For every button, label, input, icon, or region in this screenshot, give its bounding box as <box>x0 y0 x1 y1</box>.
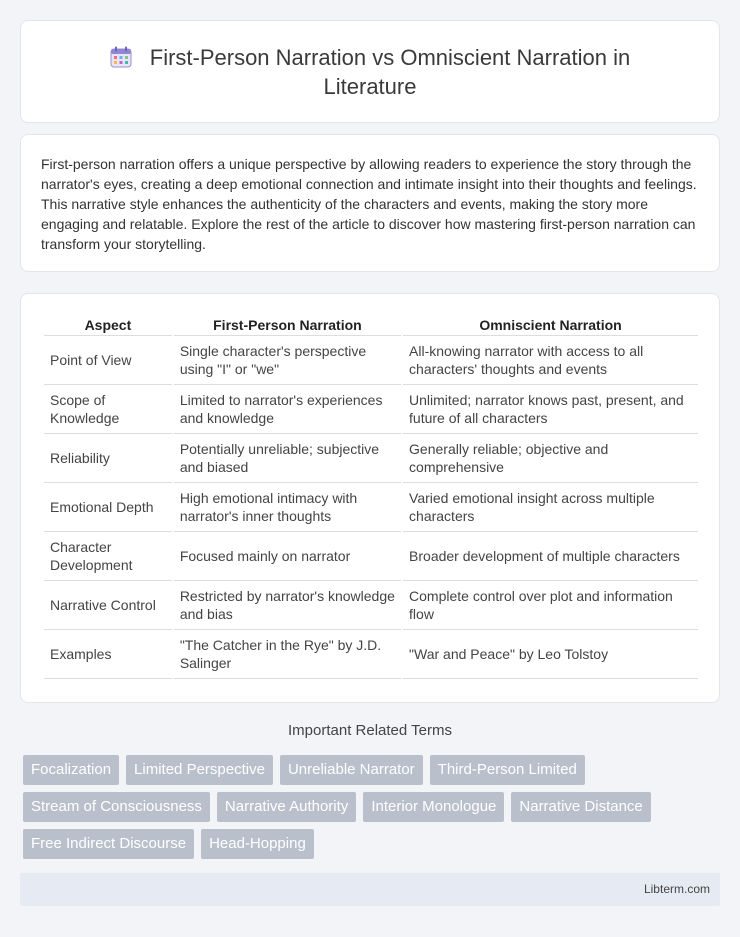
related-terms-heading: Important Related Terms <box>288 722 452 739</box>
calendar-grid-icon <box>110 46 132 68</box>
related-term-tag[interactable]: Interior Monologue <box>363 792 504 822</box>
table-row <box>44 532 698 581</box>
table-row <box>44 630 698 679</box>
related-term-tag[interactable]: Unreliable Narrator <box>280 755 423 785</box>
cell-omniscient: Generally reliable; objective and comprehensive <box>403 434 698 483</box>
title-card <box>20 20 720 123</box>
cell-first-person: Single character's perspective using "I" or "we" <box>174 336 401 385</box>
related-term-tag[interactable]: Third-Person Limited <box>430 755 585 785</box>
cell-aspect: Point of View <box>44 336 172 385</box>
cell-aspect: Narrative Control <box>44 581 172 630</box>
footer-site-link[interactable]: Libterm.com <box>643 882 710 896</box>
related-term-tag[interactable]: Narrative Distance <box>511 792 650 822</box>
related-term-tag[interactable]: Narrative Authority <box>217 792 356 822</box>
related-term-tag[interactable]: Head-Hopping <box>201 829 314 859</box>
comparison-table <box>42 314 700 679</box>
page-title <box>21 43 719 101</box>
cell-first-person: "The Catcher in the Rye" by J.D. Salinger <box>174 630 401 679</box>
cell-aspect: Character Development <box>44 532 172 581</box>
header-first-person: First-Person Narration <box>174 314 401 336</box>
table-row <box>44 581 698 630</box>
header-aspect: Aspect <box>44 314 172 336</box>
related-terms-list <box>23 755 723 859</box>
cell-first-person: Potentially unreliable; subjective and biased <box>174 434 401 483</box>
footer-bar <box>20 873 720 906</box>
table-header-row <box>44 314 698 336</box>
table-row <box>44 434 698 483</box>
comparison-card <box>20 293 720 703</box>
header-omniscient: Omniscient Narration <box>403 314 698 336</box>
related-term-tag[interactable]: Free Indirect Discourse <box>23 829 194 859</box>
cell-aspect: Emotional Depth <box>44 483 172 532</box>
table-row <box>44 385 698 434</box>
cell-omniscient: Unlimited; narrator knows past, present, and future of all characters <box>403 385 698 434</box>
related-term-tag[interactable]: Limited Perspective <box>126 755 273 785</box>
page-title-text: First-Person Narration vs Omniscient Narration in Literature <box>149 45 631 99</box>
cell-first-person: High emotional intimacy with narrator's inner thoughts <box>174 483 401 532</box>
cell-first-person: Restricted by narrator's knowledge and bias <box>174 581 401 630</box>
related-term-tag[interactable]: Stream of Consciousness <box>23 792 210 822</box>
table-row <box>44 336 698 385</box>
cell-first-person: Limited to narrator's experiences and knowledge <box>174 385 401 434</box>
intro-card <box>20 134 720 272</box>
cell-aspect: Reliability <box>44 434 172 483</box>
cell-omniscient: Broader development of multiple characters <box>403 532 698 581</box>
table-row <box>44 483 698 532</box>
cell-first-person: Focused mainly on narrator <box>174 532 401 581</box>
cell-omniscient: Complete control over plot and information flow <box>403 581 698 630</box>
cell-aspect: Examples <box>44 630 172 679</box>
cell-omniscient: Varied emotional insight across multiple characters <box>403 483 698 532</box>
cell-omniscient: "War and Peace" by Leo Tolstoy <box>403 630 698 679</box>
cell-aspect: Scope of Knowledge <box>44 385 172 434</box>
related-term-tag[interactable]: Focalization <box>23 755 119 785</box>
cell-omniscient: All-knowing narrator with access to all characters' thoughts and events <box>403 336 698 385</box>
intro-paragraph: First-person narration offers a unique perspective by allowing readers to experience the story through the narrator's eyes, creating a deep emotional connection and intimate insight into their thoughts and feelings. This narrative style enhances the authenticity of the characters and events, making the story more engaging and relatable. Explore the rest of the article to discover how mastering first-person narration can transform your storytelling. <box>41 156 697 252</box>
